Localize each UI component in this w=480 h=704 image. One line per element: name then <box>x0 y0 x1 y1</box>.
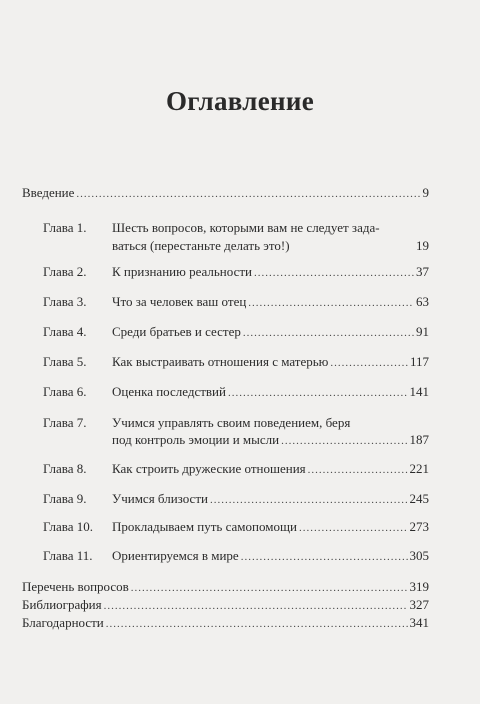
dot-leader <box>228 383 408 402</box>
toc-entry-question-list <box>22 578 429 597</box>
toc-page-number: 117 <box>409 354 429 369</box>
toc-chapter-title: Учимся близости <box>112 491 208 506</box>
dot-leader <box>241 547 408 566</box>
toc-chapter-title: К признанию реальности <box>112 264 252 279</box>
toc-chapter-title: Как строить дружеские отношения <box>112 461 306 476</box>
toc-chapter-title: Прокладываем путь самопомощи <box>112 519 297 534</box>
toc-chapter-title-line1: Учимся управлять своим поведением, беря <box>112 415 351 430</box>
toc-entry-acknowledgements <box>22 614 429 633</box>
toc-page-number: 305 <box>409 548 429 563</box>
dot-leader <box>243 323 414 342</box>
dot-leader <box>254 263 414 282</box>
toc-page-number: 273 <box>409 519 429 534</box>
toc-chapter-title: Что за человек ваш отец <box>112 294 247 309</box>
dot-leader <box>106 614 408 633</box>
toc-page-number: 141 <box>409 384 429 399</box>
toc-chapter-title-line2: ваться (перестаньте делать это!) <box>112 238 290 253</box>
toc-entry-chapter-8 <box>43 460 429 479</box>
toc-entry-label: Введение <box>22 185 75 200</box>
toc-entry-label: Перечень вопросов <box>22 579 129 594</box>
toc-chapter-label: Глава 10. <box>43 519 94 534</box>
toc-entry-label: Благодарности <box>22 615 104 630</box>
toc-entry-chapter-5 <box>43 353 429 372</box>
toc-entry-chapter-10 <box>43 518 429 537</box>
toc-chapter-label: Глава 7. <box>43 415 87 430</box>
toc-chapter-label: Глава 1. <box>43 220 87 235</box>
toc-chapter-title: Среди братьев и сестер <box>112 324 241 339</box>
toc-chapter-title: Ориентируемся в мире <box>112 548 239 563</box>
toc-page-number: 187 <box>409 432 429 447</box>
toc-chapter-title: Оценка последствий <box>112 384 226 399</box>
toc-entry-chapter-4 <box>43 323 429 342</box>
toc-page-number: 245 <box>409 491 429 506</box>
toc-chapter-title-line2: под контроль эмоции и мысли <box>112 432 280 447</box>
dot-leader <box>104 596 408 615</box>
dot-leader <box>248 293 414 312</box>
toc-entry-chapter-6 <box>43 383 429 402</box>
toc-chapter-label: Глава 2. <box>43 264 87 279</box>
toc-chapter-label: Глава 11. <box>43 548 93 563</box>
toc-page-number: 327 <box>409 597 429 612</box>
toc-page-number: 63 <box>416 294 429 309</box>
toc-page-number: 91 <box>416 324 429 339</box>
dot-leader <box>281 431 407 450</box>
toc-chapter-label: Глава 9. <box>43 491 87 506</box>
toc-chapter-label: Глава 8. <box>43 461 87 476</box>
dot-leader <box>330 353 408 372</box>
toc-chapter-line2 <box>112 431 429 450</box>
dot-leader <box>210 490 408 509</box>
dot-leader <box>299 518 408 537</box>
toc-entry-introduction <box>22 184 429 203</box>
toc-page-number: 341 <box>409 615 429 630</box>
toc-chapter-title: Как выстраивать отношения с матерью <box>112 354 329 369</box>
toc-entry-chapter-3 <box>43 293 429 312</box>
toc-entry-chapter-11 <box>43 547 429 566</box>
page-title: Оглавление <box>166 86 314 116</box>
dot-leader <box>76 184 420 203</box>
toc-entry-label: Библиография <box>22 597 102 612</box>
toc-chapter-label: Глава 6. <box>43 384 87 399</box>
toc-entry-bibliography <box>22 596 429 615</box>
toc-page-number: 19 <box>416 238 429 253</box>
toc-entry-chapter-9 <box>43 490 429 509</box>
toc-page-number: 221 <box>409 461 429 476</box>
toc-page-number: 37 <box>416 264 429 279</box>
toc-chapter-label: Глава 5. <box>43 354 87 369</box>
toc-page-number: 9 <box>422 185 429 200</box>
toc-chapter-label: Глава 3. <box>43 294 87 309</box>
dot-leader <box>308 460 408 479</box>
toc-page-number: 319 <box>409 579 429 594</box>
toc-chapter-label: Глава 4. <box>43 324 87 339</box>
dot-leader <box>131 578 408 597</box>
toc-chapter-title-line1: Шесть вопросов, которыми вам не следует зада- <box>112 220 380 235</box>
toc-entry-chapter-2 <box>43 263 429 282</box>
